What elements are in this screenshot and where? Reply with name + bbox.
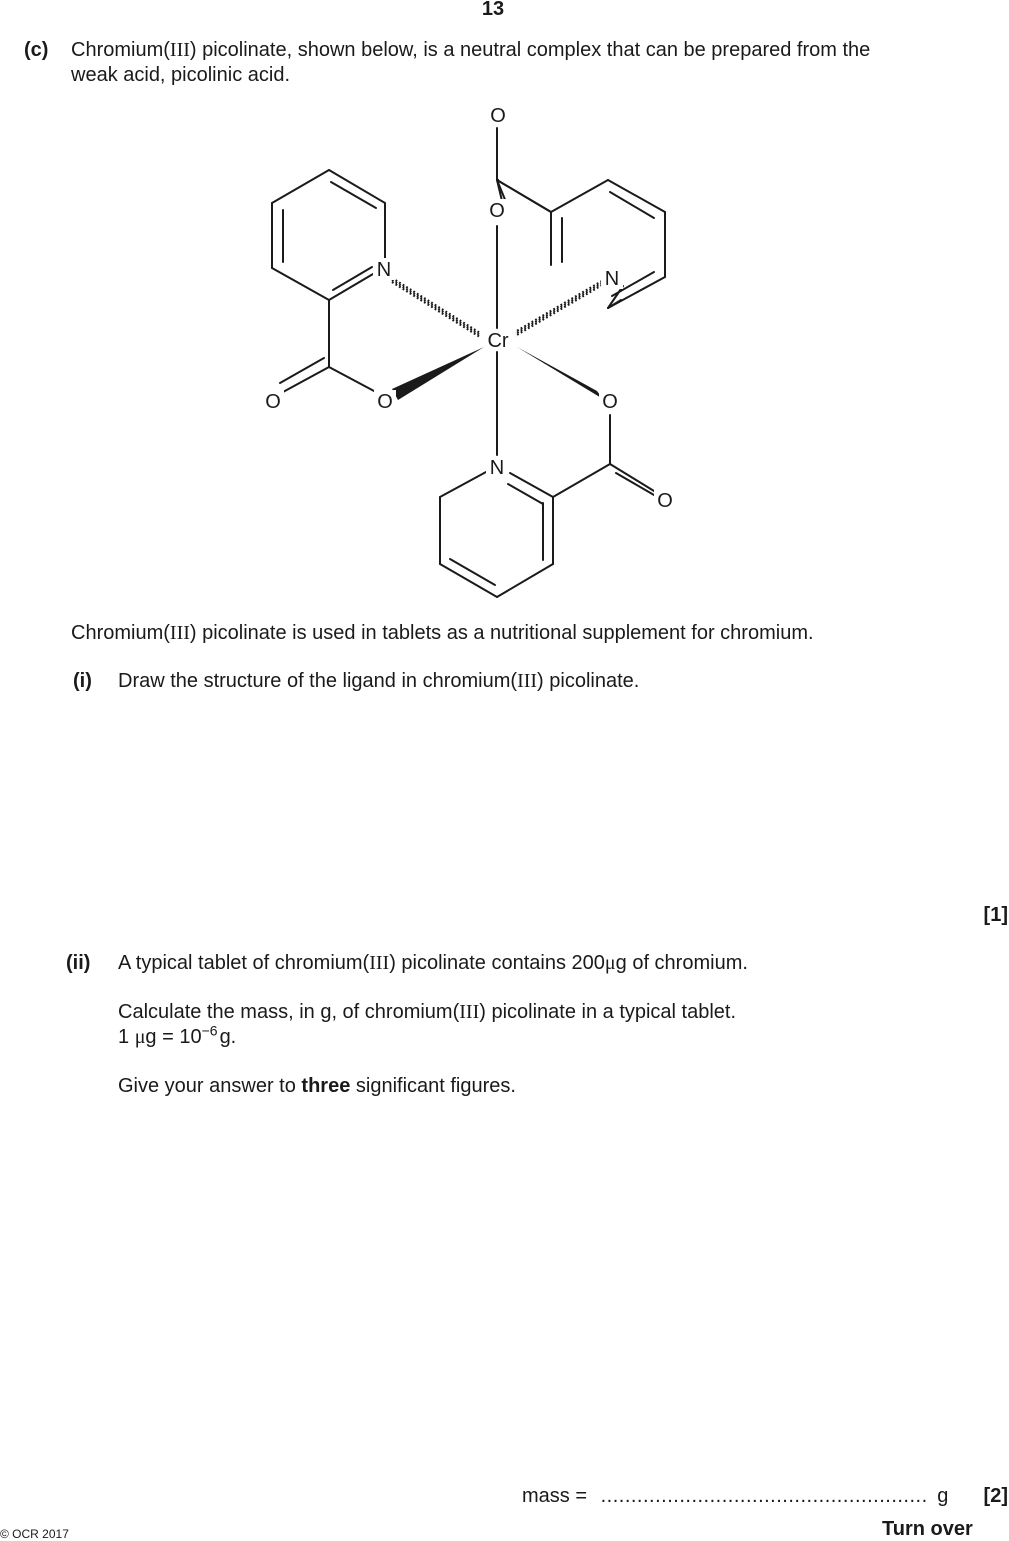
atom-oxygen: O — [489, 200, 505, 222]
roman-numeral: III — [369, 952, 390, 974]
answer-label: mass = — [522, 1485, 588, 1507]
roman-numeral: III — [459, 1001, 480, 1023]
question-text: g = 10 — [145, 1026, 202, 1048]
part-c-label: (c) — [24, 39, 49, 61]
supplement-text: ) picolinate is used in tablets as a nutritional supplement for chromium. — [189, 622, 814, 644]
working-answer-space[interactable] — [118, 1110, 998, 1470]
atom-nitrogen: N — [489, 457, 505, 479]
question-i-text — [118, 669, 639, 693]
question-i-marks: [1] — [983, 904, 1008, 926]
question-ii-label: (ii) — [66, 952, 91, 974]
solid-wedge-bond — [517, 347, 603, 399]
emphasis-text: three — [301, 1075, 351, 1097]
intro-text: Chromium( — [71, 39, 170, 61]
question-ii-line4 — [118, 1074, 516, 1098]
supplement-sentence — [71, 621, 814, 645]
question-text: Calculate the mass, in g, of chromium( — [118, 1001, 460, 1023]
page-number: 13 — [481, 0, 505, 20]
question-ii-marks: [2] — [983, 1485, 1008, 1507]
question-text: significant figures. — [350, 1075, 516, 1097]
supplement-text: Chromium( — [71, 622, 170, 644]
question-ii-line3 — [118, 1022, 237, 1049]
part-c-intro-line1 — [71, 38, 1009, 62]
copyright: © OCR 2017 — [0, 1527, 69, 1541]
turn-over: Turn over — [882, 1518, 973, 1540]
part-c-intro-line2: weak acid, picolinic acid. — [71, 64, 290, 86]
question-text: ) picolinate. — [537, 670, 640, 692]
atom-chromium: Cr — [487, 330, 509, 352]
question-text: ) picolinate contains 200 — [389, 952, 605, 974]
roman-numeral: III — [169, 622, 190, 644]
micro-symbol: μ — [134, 1026, 146, 1048]
atom-oxygen: O — [657, 490, 673, 512]
drawing-answer-space[interactable] — [118, 700, 998, 890]
micro-symbol: μ — [604, 952, 616, 974]
roman-numeral: III — [517, 670, 538, 692]
atom-oxygen: O — [602, 391, 618, 413]
answer-line — [522, 1484, 948, 1508]
question-text: g. — [219, 1026, 237, 1048]
atom-oxygen: O — [377, 391, 393, 413]
question-text: Give your answer to — [118, 1075, 302, 1097]
question-text: Draw the structure of the ligand in chromium( — [118, 670, 518, 692]
pyridine-ring-upper-left — [272, 170, 385, 300]
question-ii-line1 — [118, 951, 748, 975]
atom-oxygen: O — [490, 105, 506, 127]
question-text: g of chromium. — [615, 952, 748, 974]
question-text: ) picolinate in a typical tablet. — [479, 1001, 737, 1023]
question-text: A typical tablet of chromium( — [118, 952, 370, 974]
atom-nitrogen: N — [604, 268, 620, 290]
answer-field[interactable]: ...................................................... — [600, 1485, 928, 1507]
chromium-picolinate-structure — [240, 100, 740, 610]
answer-unit: g — [937, 1485, 949, 1507]
solid-wedge-bond — [392, 347, 484, 400]
atom-nitrogen: N — [376, 259, 392, 281]
question-ii-line2 — [118, 1000, 736, 1024]
exponent: −6 — [201, 1022, 218, 1039]
question-i-label: (i) — [73, 670, 92, 692]
intro-text: ) picolinate, shown below, is a neutral complex that can be prepared from the — [189, 39, 871, 61]
roman-numeral: III — [169, 39, 190, 61]
question-text: 1 — [118, 1026, 135, 1048]
atom-oxygen: O — [265, 391, 281, 413]
pyridine-ring-bottom — [440, 472, 553, 597]
